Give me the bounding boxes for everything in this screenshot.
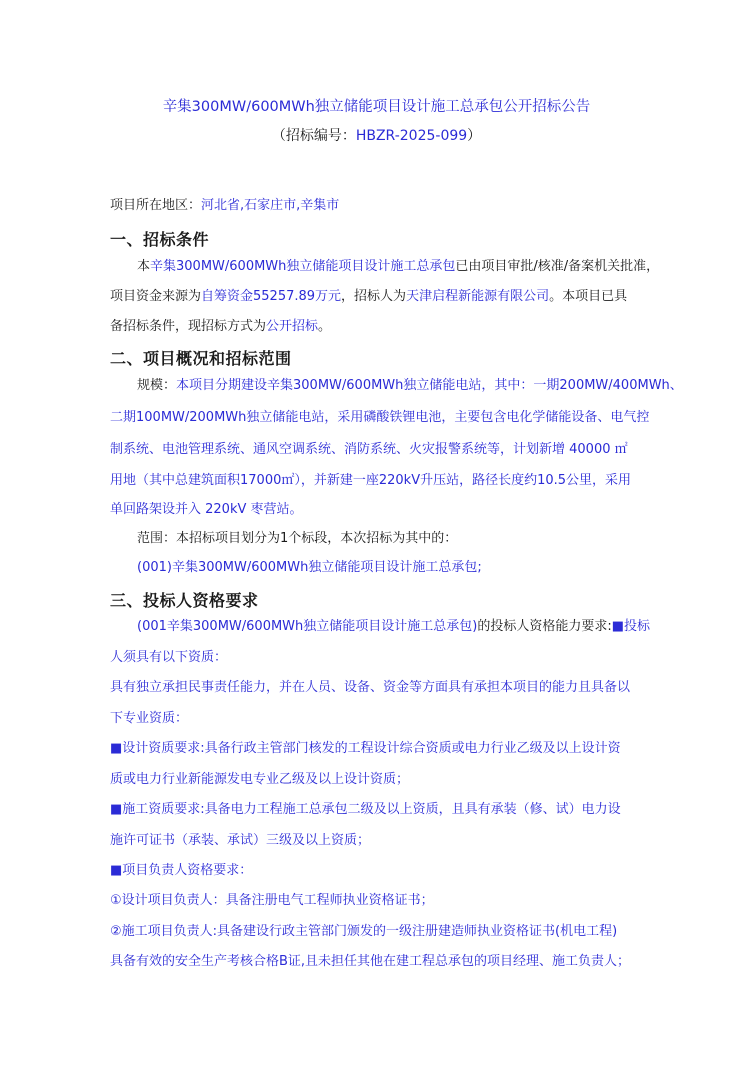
section-heading-qualifications: 三、投标人资格要求 xyxy=(110,591,259,610)
paragraph-line: 具备有效的安全生产考核合格B证,且未担任其他在建工程总承包的项目经理、施工负责人； xyxy=(110,954,631,969)
paragraph-line: (001辛集300MW/600MWh独立储能项目设计施工总承包)的投标人资格能力要求:■投标 xyxy=(137,619,651,634)
lot-line: (001)辛集300MW/600MWh独立储能项目设计施工总承包; xyxy=(137,560,482,575)
design-manager-line: ①设计项目负责人：具备注册电气工程师执业资格证书； xyxy=(110,893,434,908)
paragraph-line: 具有独立承担民事责任能力，并在人员、设备、资金等方面具有承担本项目的能力且具备以 xyxy=(110,680,631,695)
manager-qualification-line: ■项目负责人资格要求： xyxy=(110,863,253,878)
location-label: 项目所在地区： xyxy=(110,198,202,213)
tender-number-suffix: ） xyxy=(467,128,482,144)
paragraph-line: 本辛集300MW/600MWh独立储能项目设计施工总承包已由项目审批/核准/备案机关批准， xyxy=(137,259,660,274)
paragraph-line: 用地（其中总建筑面积17000㎡），并新建一座220kV升压站，路径长度约10.5公里，采用 xyxy=(110,473,632,488)
tender-number-prefix: （招标编号： xyxy=(271,128,356,144)
paragraph-line: 施许可证书（承装、承试）三级及以上资质； xyxy=(110,833,371,848)
design-qualification-line: ■设计资质要求:具备行政主管部门核发的工程设计综合资质或电力行业乙级及以上设计资 xyxy=(110,741,621,756)
project-location xyxy=(110,197,640,215)
paragraph-line: 人须具有以下资质： xyxy=(110,650,228,665)
scale-label: 规模： xyxy=(137,378,177,393)
document-title: 辛集300MW/600MWh独立储能项目设计施工总承包公开招标公告 xyxy=(162,99,591,115)
paragraph-line: 项目资金来源为自筹资金55257.89万元，招标人为天津启程新能源有限公司。本项目已具 xyxy=(110,289,628,304)
paragraph-line: 质或电力行业新能源发电专业乙级及以上设计资质； xyxy=(110,772,410,787)
paragraph-line: 制系统、电池管理系统、通风空调系统、消防系统、火灾报警系统等，计划新增 40000 ㎡ xyxy=(110,442,628,457)
paragraph-line: 单回路架设并入 220kV 枣营站。 xyxy=(110,502,303,517)
paragraph-line: 规模：本项目分期建设辛集300MW/600MWh独立储能电站，其中：一期200MW/400MWh、 xyxy=(137,378,683,393)
construction-qualification-line: ■施工资质要求:具备电力工程施工总承包二级及以上资质，且具有承装（修、试）电力设 xyxy=(110,802,621,817)
section-heading-conditions: 一、招标条件 xyxy=(110,230,210,249)
tender-number-value: HBZR-2025-099 xyxy=(355,128,468,144)
paragraph-line: 下专业资质： xyxy=(110,711,189,726)
section-heading-overview: 二、项目概况和招标范围 xyxy=(110,349,292,368)
tenderer-name: 天津启程新能源有限公司 xyxy=(406,289,550,304)
location-value: 河北省,石家庄市,辛集市 xyxy=(201,198,340,213)
tender-method: 公开招标 xyxy=(266,319,319,334)
project-name-link: 辛集300MW/600MWh独立储能项目设计施工总承包 xyxy=(150,259,456,274)
tender-number xyxy=(0,125,753,145)
paragraph-line: 备招标条件，现招标方式为公开招标。 xyxy=(110,319,332,334)
paragraph-line: 二期100MW/200MWh独立储能电站，采用磷酸铁锂电池，主要包含电化学储能设备、电气控 xyxy=(110,410,650,425)
scope-line: 范围：本招标项目划分为1个标段，本次招标为其中的： xyxy=(137,531,458,546)
construction-manager-line: ②施工项目负责人:具备建设行政主管部门颁发的一级注册建造师执业资格证书(机电工程) xyxy=(110,924,618,939)
funding-amount: 自筹资金55257.89万元 xyxy=(201,289,342,304)
